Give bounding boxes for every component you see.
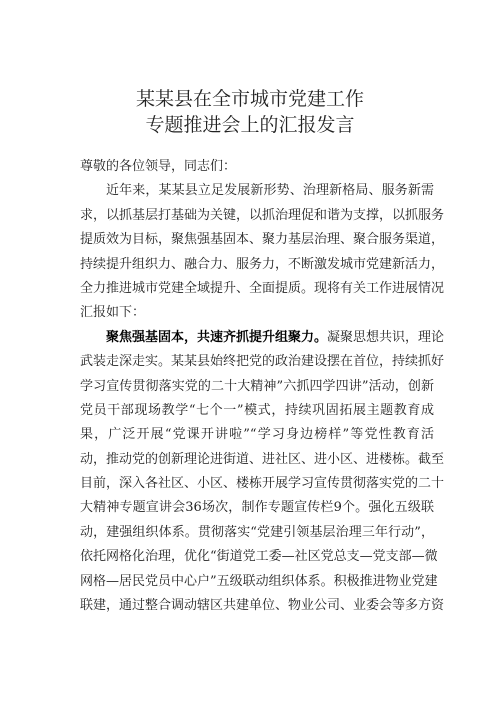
- para2-first-line-text: 凝聚思想共识，理论: [327, 329, 445, 345]
- para2-line: 网格—居民党员中心户”五级联动组织体系。积极推进物业党建: [80, 573, 438, 589]
- para1-line: 提质效为目标，聚焦强基固本、聚力基层治理、聚合服务渠道，: [80, 232, 445, 248]
- para1-line: 求，以抓基层打基础为关键，以抓治理促和谐为支撑，以抓服务: [80, 207, 445, 223]
- section-heading: 聚焦强基固本，共速齐抓提升组聚力。: [106, 329, 328, 345]
- document-title-line-1: 某某县在全市城市党建工作: [135, 88, 364, 110]
- para2-line: 动，推动党的创新理论进街道、进社区、进小区、进楼栋。截至: [80, 451, 445, 467]
- para2-line: 党员干部现场教学“七个一”模式，持续巩固拓展主题教育成: [80, 402, 434, 418]
- para1-line: 全力推进城市党建全域提升、全面提质。现将有关工作进展情况: [80, 280, 445, 296]
- para2-line: 目前，深入各社区、小区、楼栋开展学习宣传贯彻落实党的二十: [80, 476, 445, 492]
- para2-line: 大精神专题宣讲会36场次，制作专题宣传栏9个。强化五级联: [80, 500, 434, 516]
- para1-line: 汇报如下：: [80, 305, 146, 321]
- para2-line: 动，建强组织体系。贯彻落实“党建引领基层治理三年行动”，: [80, 524, 434, 540]
- para2-line: 学习宣传贯彻落实党的二十大精神”六抓四学四讲”活动，创新: [80, 378, 434, 394]
- para2-line: 联建，通过整合调动辖区共建单位、物业公司、业委会等多方资: [80, 598, 445, 614]
- document-body: [80, 155, 445, 618]
- para2-line: 依托网格化治理，优化“街道党工委—社区党总支—党支部—微: [80, 549, 438, 565]
- document-title-line-2: 专题推进会上的汇报发言: [145, 114, 355, 136]
- para2-first-line: [80, 326, 445, 350]
- para1-line: 持续提升组织力、融合力、服务力，不断激发城市党建新活力，: [80, 256, 445, 272]
- para1-line: 近年来，某某县立足发展新形势、治理新格局、服务新需: [106, 183, 434, 199]
- para2-line: 武装走深走实。某某县始终把党的政治建设摆在首位，持续抓好: [80, 354, 445, 370]
- greeting: 尊敬的各位领导，同志们：: [80, 159, 237, 174]
- para2-line: 果，广泛开展“党课开讲啦”“学习身边榜样”等党性教育活: [80, 427, 434, 443]
